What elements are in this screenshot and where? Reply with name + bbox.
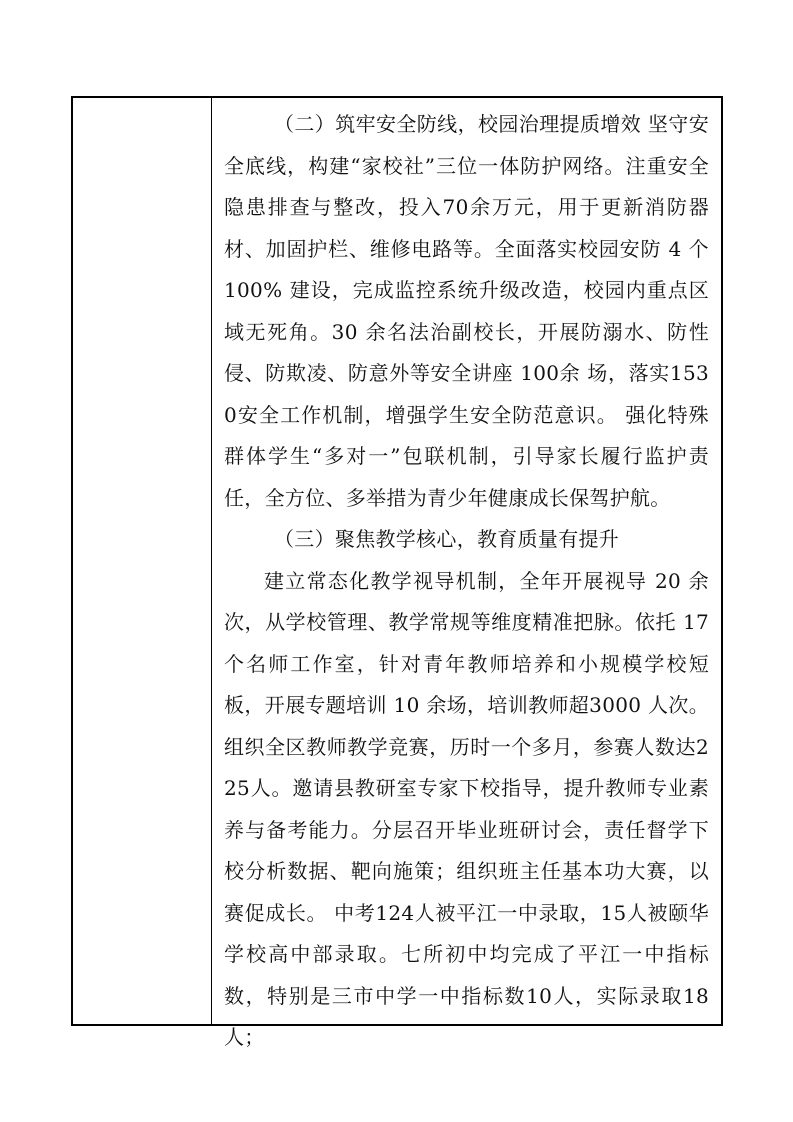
- table-left-column: [73, 98, 212, 1024]
- table-content-cell: [212, 98, 721, 1049]
- document-table: [71, 96, 723, 1049]
- paragraph-teaching: 建立常态化教学视导机制，全年开展视导 20 余次，从学校管理、教学常规等维度精准把脉。依托 17个名师工作室，针对青年教师培养和小规模学校短板，开展专题培训 10 余场，培训教师超3000 人次。组织全区教师教学竞赛，历时一个多月，参赛人数达225人。邀请县教研室专家下校指导，提升教师专业素养与备考能力。分层召开毕业班研讨会，责任督学下校分析数据、靶向施策；组织班主任基本功大赛，以赛促成长。 中考124人被平江一中录取，15人被颐华学校高中部录取。七所初中均完成了平江一中指标数，特别是三市中学一中指标数10人，实际录取18人；: [224, 568, 709, 1049]
- paragraph-safety: （二）筑牢安全防线，校园治理提质增效 坚守安全底线，构建“家校社”三位一体防护网络。注重安全隐患排查与整改，投入70余万元，用于更新消防器材、加固护栏、维修电路等。全面落实校园安防 4 个 100% 建设，完成监控系统升级改造，校园内重点区域无死角。30 余名法治副校长，开展防溺水、防性侵、防欺凌、防意外等安全讲座 100余 场，落实1530安全工作机制，增强学生安全防范意识。 强化特殊群体学生“多对一”包联机制，引导家长履行监护责任，全方位、多举措为青少年健康成长保驾护航。: [224, 112, 709, 510]
- section-heading-teaching: （三）聚焦教学核心，教育质量有提升: [274, 527, 620, 551]
